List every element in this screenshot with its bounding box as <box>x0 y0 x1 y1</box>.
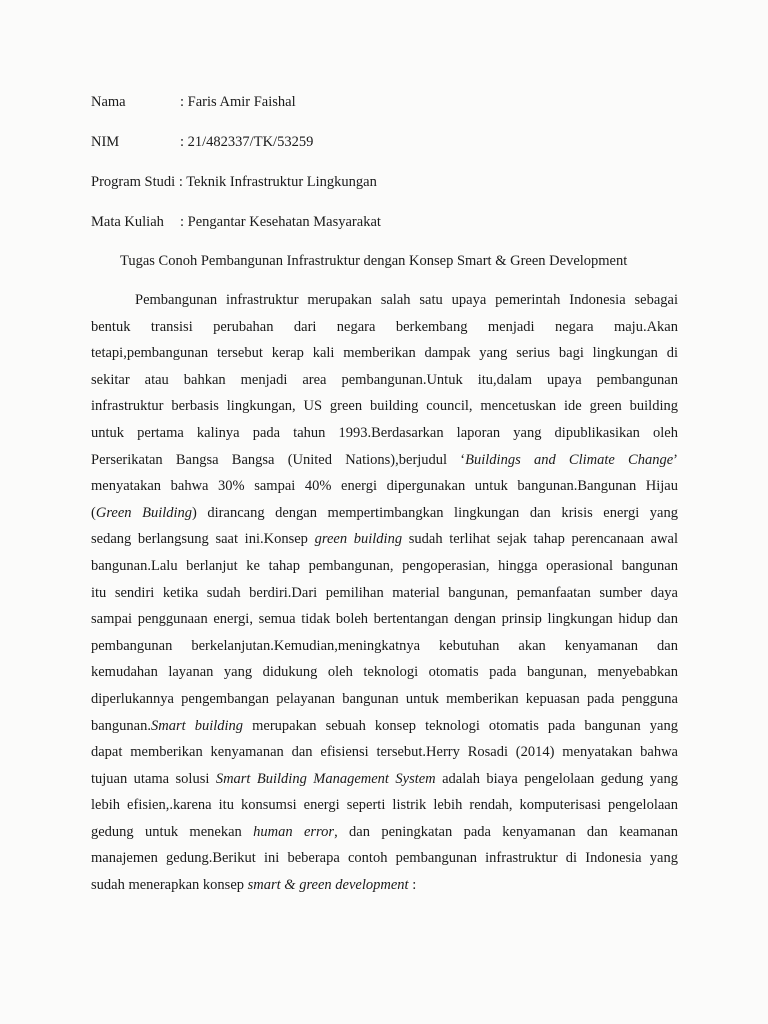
field-nim-value: : 21/482337/TK/53259 <box>180 134 314 150</box>
field-nim-label: NIM <box>91 134 120 150</box>
line-text: adalah biaya pengelolaan gedung yang <box>435 770 678 787</box>
italic-text: Smart building <box>151 717 244 734</box>
body-paragraph <box>91 290 678 902</box>
paragraph-line: sekitar atau bahkan menjadi area pembangunan.Untuk itu,dalam upaya pembangunan <box>91 371 678 388</box>
field-mata-kuliah-label: Mata Kuliah <box>91 214 164 230</box>
paragraph-line <box>91 503 678 530</box>
line-text: tujuan utama solusi <box>91 770 216 787</box>
paragraph-line: sampai penggunaan energi, semua tidak boleh bertentangan dengan prinsip lingkungan hidup dan <box>91 611 678 628</box>
line-text: ( <box>91 504 96 521</box>
paragraph-line <box>91 769 678 796</box>
italic-text: Smart Building Management System <box>215 770 436 787</box>
paragraph-line: manajemen gedung.Berikut ini beberapa contoh pembangunan infrastruktur di Indonesia yang <box>91 850 678 867</box>
line-text: gedung untuk menekan <box>91 823 254 840</box>
line-text: , dan peningkatan pada kenyamanan dan keamanan <box>334 823 678 840</box>
field-nama-label: Nama <box>91 94 126 110</box>
line-text: bangunan. <box>91 717 151 734</box>
paragraph-line: itu sendiri ketika sudah berdiri.Dari pemilihan material bangunan, pemanfaatan sumber daya <box>91 584 678 601</box>
line-text: ) dirancang dengan mempertimbangkan lingkungan dan krisis energi yang <box>192 504 678 521</box>
italic-text: green building <box>314 531 403 548</box>
paragraph-line: bentuk transisi perubahan dari negara berkembang menjadi negara maju.Akan <box>91 318 678 335</box>
line-text: sudah terlihat sejak tahap perencanaan awal <box>402 531 678 548</box>
italic-text: Buildings and Climate Change <box>465 451 674 468</box>
field-nama-value: : Faris Amir Faishal <box>180 94 296 110</box>
line-text: merupakan sebuah konsep teknologi otomatis pada bangunan yang <box>243 717 678 734</box>
paragraph-line <box>91 450 678 477</box>
field-mata-kuliah-value: : Pengantar Kesehatan Masyarakat <box>180 214 381 230</box>
paragraph-line <box>91 875 678 902</box>
line-text: : <box>408 877 417 894</box>
field-nim <box>91 132 313 152</box>
paragraph-line: pembangunan berkelanjutan.Kemudian,meningkatnya kebutuhan akan kenyamanan dan <box>91 637 678 654</box>
paragraph-line: Pembangunan infrastruktur merupakan salah satu upaya pemerintah Indonesia sebagai <box>135 292 678 308</box>
paragraph-line: kemudahan layanan yang didukung oleh teknologi otomatis pada bangunan, menyebabkan <box>91 664 678 681</box>
paragraph-line <box>91 716 678 743</box>
paragraph-line: dapat memberikan kenyamanan dan efisiensi tersebut.Herry Rosadi (2014) menyatakan bahwa <box>91 744 678 761</box>
line-text: sedang berlangsung saat ini.Konsep <box>91 531 315 548</box>
paragraph-line: lebih efisien,.karena itu konsumsi energi seperti listrik lebih rendah, komputerisasi pengelolaan <box>91 797 678 814</box>
paragraph-line: tetapi,pembangunan tersebut kerap kali memberikan dampak yang serius bagi lingkungan di <box>91 345 678 362</box>
paragraph-line: untuk pertama kalinya pada tahun 1993.Berdasarkan laporan yang dipublikasikan oleh <box>91 424 678 441</box>
field-program-studi-label: Program Studi <box>91 174 176 190</box>
paragraph-line: diperlukannya pengembangan pelayanan bangunan untuk memberikan kepuasan pada pengguna <box>91 690 678 707</box>
line-text: sudah menerapkan konsep <box>91 877 248 894</box>
field-nama <box>91 92 296 112</box>
paragraph-line <box>91 529 678 556</box>
italic-text: smart & green development <box>247 877 409 894</box>
field-mata-kuliah <box>91 212 381 232</box>
field-program-studi-value: : Teknik Infrastruktur Lingkungan <box>178 174 377 190</box>
paragraph-line: bangunan.Lalu berlanjut ke tahap pembangunan, pengoperasian, hingga operasional bangunan <box>91 557 678 574</box>
line-text: Perserikatan Bangsa Bangsa (United Nations),berjudul ‘ <box>91 451 466 468</box>
italic-text: human error <box>253 823 335 840</box>
paragraph-line <box>91 822 678 849</box>
paragraph-line: infrastruktur berbasis lingkungan, US green building council, mencetuskan ide green building <box>91 398 678 415</box>
document-title: Tugas Conoh Pembangunan Infrastruktur dengan Konsep Smart & Green Development <box>120 253 628 269</box>
line-text: ’ <box>673 451 678 468</box>
italic-text: Green Building <box>95 504 193 521</box>
field-program-studi <box>91 172 377 192</box>
paragraph-line: menyatakan bahwa 30% sampai 40% energi dipergunakan untuk bangunan.Bangunan Hijau <box>91 478 678 495</box>
